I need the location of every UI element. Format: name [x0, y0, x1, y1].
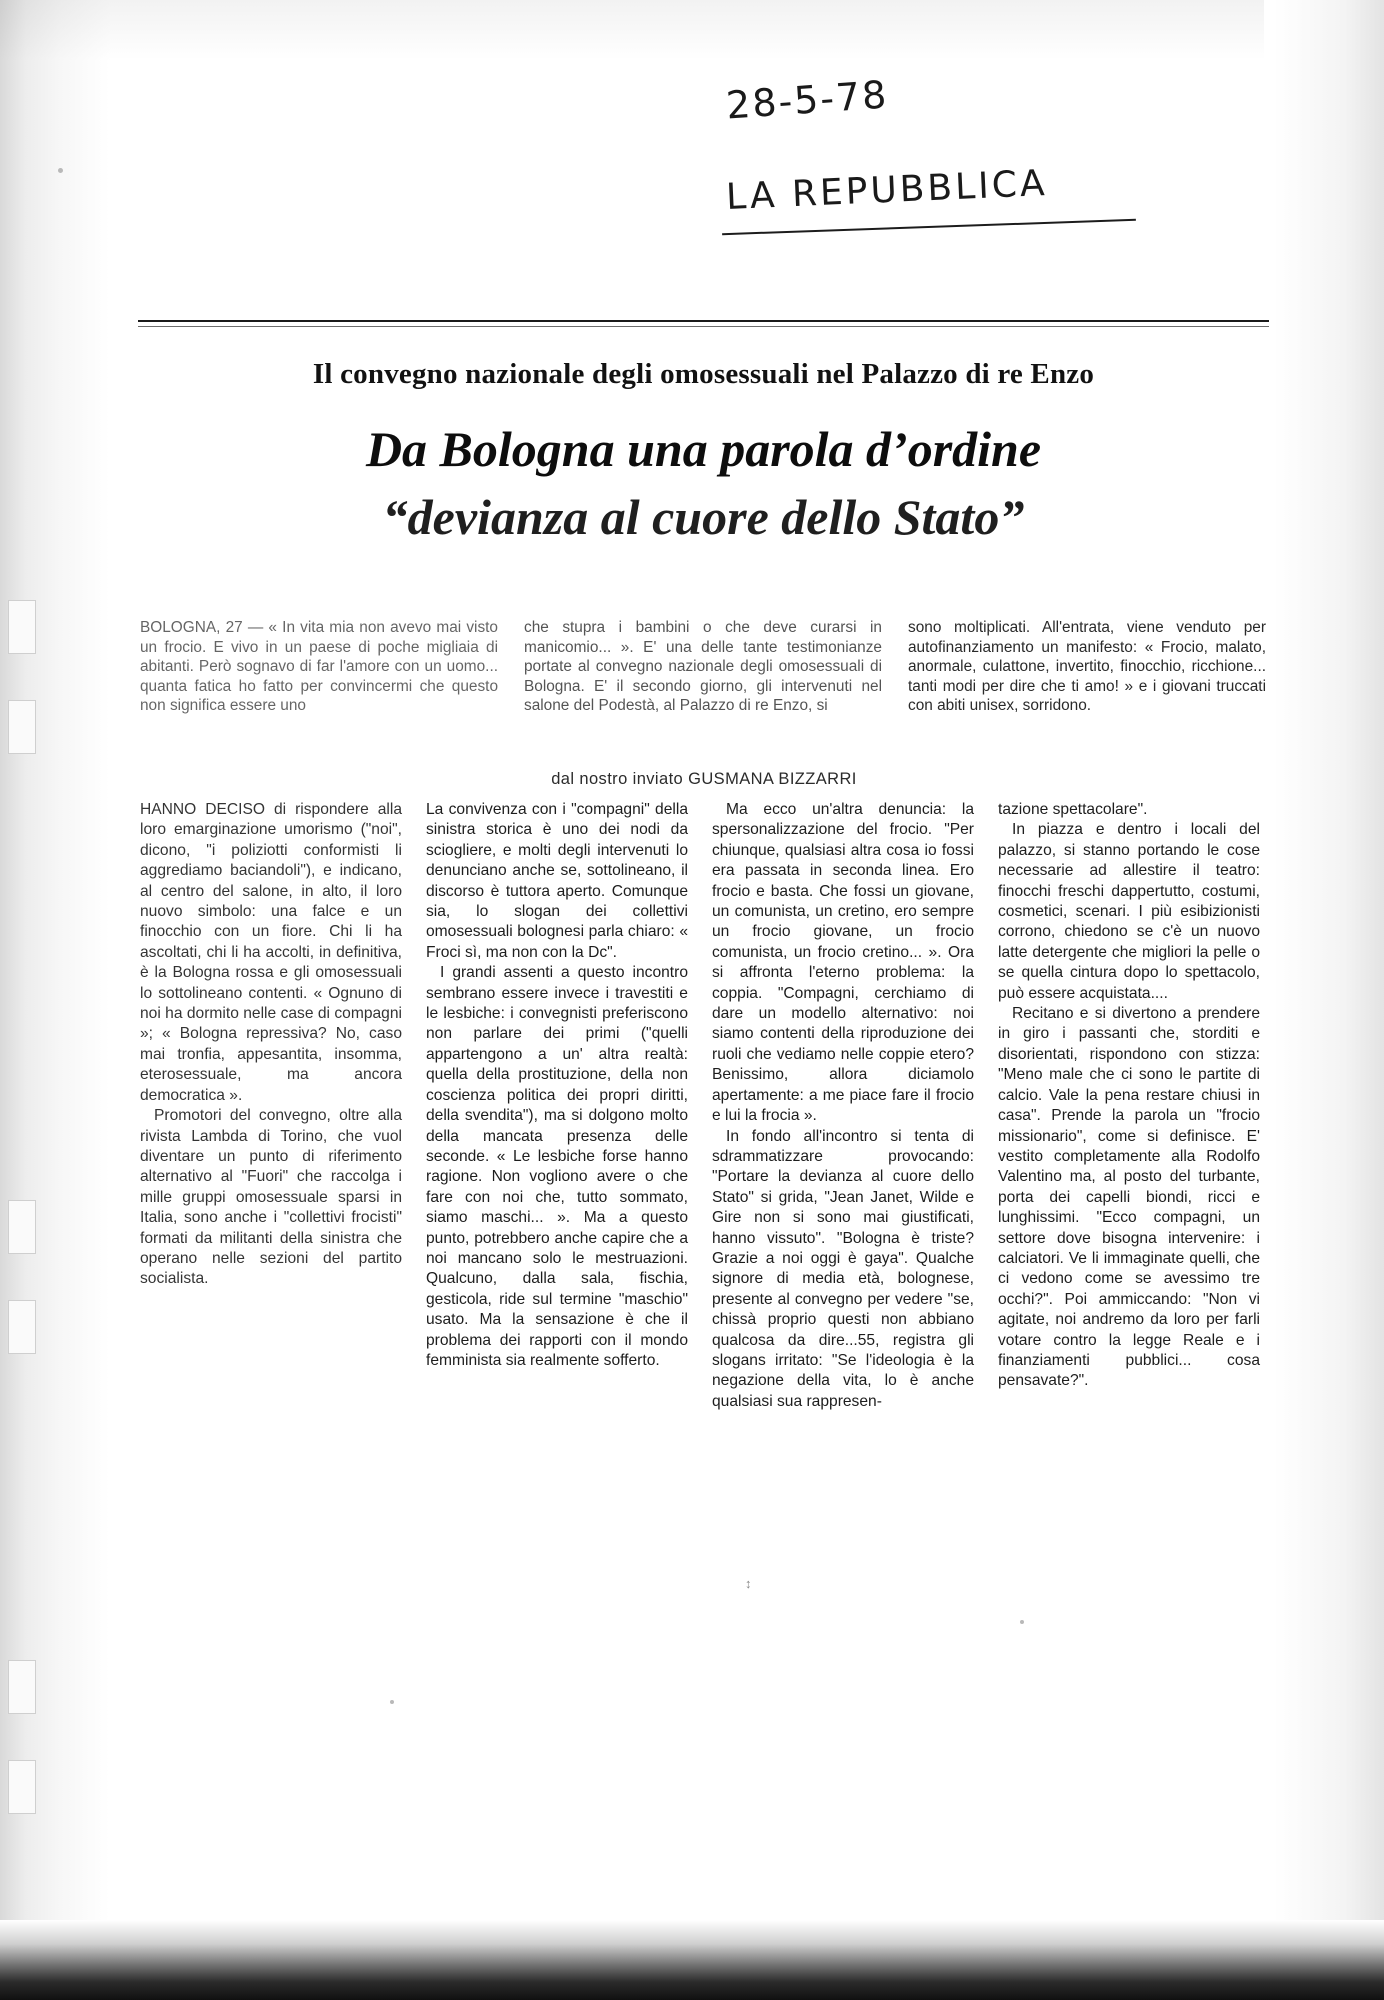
- article-kicker: Il convegno nazionale degli omosessuali nel Palazzo di re Enzo: [312, 358, 1095, 390]
- scan-mark: ↕: [745, 1576, 752, 1591]
- binder-hole: [8, 1200, 36, 1254]
- scan-right-shadow: [1264, 0, 1384, 2000]
- article-byline: dal nostro inviato GUSMANA BIZZARRI: [551, 770, 857, 788]
- paragraph: In piazza e dentro i locali del palazzo, si stanno portando le cose necessarie ad allestire il teatro: finocchi freschi dappertutto, costumi, cosmetici, scenari. I più esibizionisti corrono, chiedono se c'è un nuovo latte detergente che migliori la pelle o se quella cintura dopo lo spettacolo, può essere acquistata....: [998, 821, 1260, 1002]
- body-column-4: [998, 800, 1260, 1412]
- paragraph: Recitano e si divertono a prendere in giro i passanti che, storditi e disorientati, rispondono con stizza: "Meno male che ci sono le partite di calcio. Vale la pena restare chiusi in casa". Prende la parola un "frocio missionario", come si definisce. E' vestito completamente alla Rodolfo Valentino ma, al posto del turbante, porta dei capelli biondi, ricci e lunghissimi. "Ecco compagni, un settore dove bisogna intervenire: i calciatori. Ve li immaginate quelli, che ci vedono come se avessimo tre occhi?". Poi ammiccando: "Non vi agitate, noi andremo da loro per farli votare contro la legge Reale e i finanziamenti pubblici... cosa pensavate?".: [998, 1005, 1260, 1390]
- binder-hole: [8, 700, 36, 754]
- lead-column: BOLOGNA, 27 — « In vita mia non avevo mai visto un frocio. E vivo in un paese di poche migliaia di abitanti. Però sognavo di far l'amore con un uomo... quanta fatica ho fatto per convincermi che questo non significa essere uno: [140, 619, 498, 714]
- article-headline-line2: “devianza al cuore dello Stato”: [382, 489, 1025, 545]
- paragraph: Ma ecco un'altra denuncia: la spersonalizzazione del frocio. "Per chiunque, qualsiasi altra cosa io fossi era passata in seconda linea. Ero frocio e basta. Che fossi un giovane, un comunista, un cretino, ero sempre un frocio giovane, un frocio comunista, un frocio cretino... ». Ora si affronta l'eterno problema: la coppia. "Compagni, cerchiamo di dare un modello alternativo: noi siamo contenti della riproduzione dei ruoli che vediamo nelle coppie etero? Benissimo, allora diciamolo apertamente: a me piace fare il frocio e lui la frocia ».: [712, 801, 974, 1125]
- scan-speck: [1020, 1620, 1024, 1624]
- scan-bottom-shadow: [0, 1920, 1384, 2000]
- body-column-2: [426, 800, 688, 1412]
- article-body: [140, 800, 1274, 1412]
- paragraph: I grandi assenti a questo incontro sembrano essere invece i travestiti e le lesbiche: i convegnisti preferiscono non parlare dei primi ("quelli appartengono a un' altra realtà: quella della prostituzione, della non coscienza politica dei propri diritti, della svendita"), ma si dolgono molto della mancata presenza delle seconde. « Le lesbiche forse hanno ragione. Non vogliono avere o che fare con noi che, tutto sommato, siamo maschi... ». Ma a questo punto, potrebbero anche capire che a noi mancano solo le mestruazioni. Qualcuno, dalla sala, fischia, gesticola, ride sul termine "maschio" usato. Ma la sensazione è che il problema dei rapporti con il mondo femminista sia realmente sofferto.: [426, 964, 688, 1369]
- header-rule: [138, 320, 1269, 322]
- binder-hole: [8, 1760, 36, 1814]
- header-rule-thin: [138, 326, 1269, 327]
- scan-speck: [390, 1700, 394, 1704]
- binder-hole: [8, 600, 36, 654]
- paragraph: In fondo all'incontro si tenta di sdrammatizzare provocando: "Portare la devianza al cuore dello Stato" si grida, "Jean Janet, Wilde e Gire non si sono mai giustificati, hanno vissuto". "Bologna è triste? Grazie a noi oggi è gaya". Qualche signore di media età, bolognese, presente al convegno per vedere "se, chissà proprio questi non abbiano qualcosa da dire...55, registra gli slogans irritato: "Se l'ideologia è la negazione della vita, lo è anche qualsiasi sua rappresen-: [712, 1127, 974, 1410]
- binder-hole: [8, 1660, 36, 1714]
- article-lead: [140, 618, 1268, 716]
- paragraph: tazione spettacolare".: [998, 801, 1148, 818]
- handwritten-publication: LA REPUBBLICA: [725, 163, 1049, 218]
- lead-column: sono moltiplicati. All'entrata, viene venduto per autofinanziamento un manifesto: « Frocio, malato, anormale, culattone, invertito, finocchio, ricchione... tanti modi per dire che ti amo! » e i giovani truccati con abiti unisex, sorridono.: [908, 619, 1266, 714]
- paragraph: HANNO DECISO di rispondere alla loro emarginazione umorismo ("noi", dicono, "i poliziotti conformisti li aggrediamo baciandoli"), e indicano, al centro del salone, in alto, il loro nuovo simbolo: una falce e un finocchio con un fiore. Chi li ha ascoltati, chi li ha accolti, in definitiva, è la Bologna rossa e gli omosessuali lo sottolineano contenti. « Ognuno di noi ha dormito nelle case di compagni »; « Bologna repressiva? No, caso mai tronfia, appesantita, insomma, eterosessuale, ma ancora democratica ».: [140, 801, 402, 1104]
- article-headline-line1: Da Bologna una parola d’ordine: [365, 421, 1042, 477]
- body-column-1: [140, 800, 402, 1412]
- body-column-3: [712, 800, 974, 1412]
- handwritten-date: 28-5-78: [724, 72, 890, 128]
- paragraph: La convivenza con i "compagni" della sinistra storica è uno dei nodi da sciogliere, e molti degli intervenuti lo denunciano anche se, sottolineano, il discorso è tuttora aperto. Comunque sia, lo slogan dei collettivi omosessuali bolognesi parla chiaro: « Froci sì, ma non con la Dc".: [426, 801, 688, 961]
- binder-hole: [8, 1300, 36, 1354]
- paragraph: Promotori del convegno, oltre alla rivista Lambda di Torino, che vuol diventare un punto di riferimento alternativo al "Fuori" che raccolga i mille gruppi omosessuale sparsi in Italia, sono anche i "collettivi frocisti" formati da militanti della sinistra che operano nelle sezioni del partito socialista.: [140, 1107, 402, 1288]
- lead-column: che stupra i bambini o che deve curarsi in manicomio... ». E' una delle tante testimonianze portate al convegno nazionale degli omosessuali di Bologna. E' il secondo giorno, gli intervenuti nel salone del Podestà, al Palazzo di re Enzo, si: [524, 619, 882, 714]
- scan-speck: [58, 168, 63, 173]
